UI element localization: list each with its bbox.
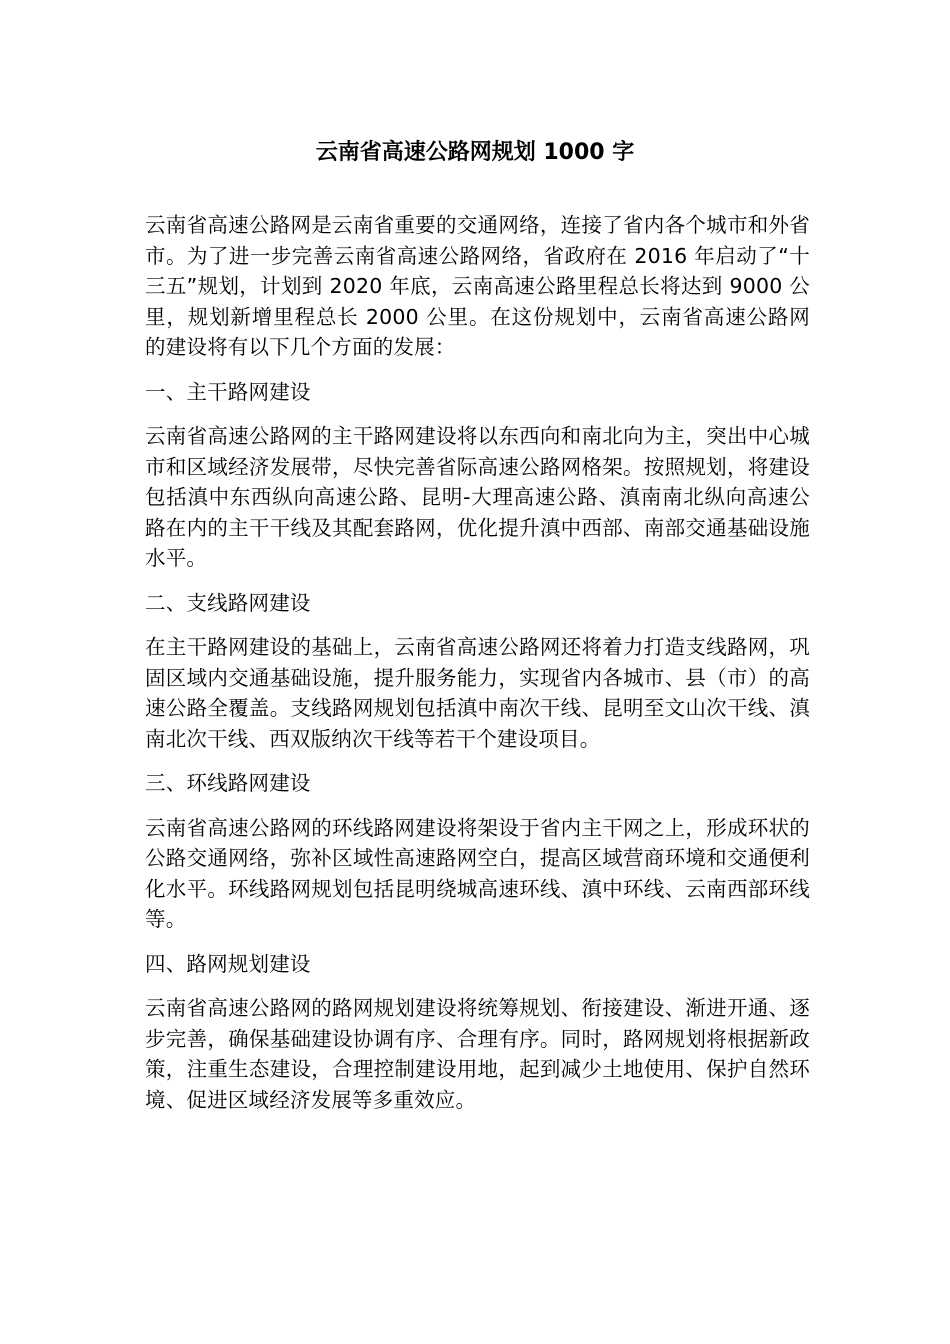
section-paragraph-4: 云南省高速公路网的路网规划建设将统筹规划、衔接建设、渐进开通、逐步完善，确保基础建设协调有序、合理有序。同时，路网规划将根据新政策，注重生态建设，合理控制建设用地，起到减少土地使用、保护自然环境、促进区域经济发展等多重效应。 (145, 996, 810, 1112)
section-heading-2: 二、支线路网建设 (145, 590, 311, 615)
section-heading-3: 三、环线路网建设 (145, 771, 311, 795)
document-title: 云南省高速公路网规划 1000 字 (315, 140, 635, 165)
section-paragraph-2: 在主干路网建设的基础上，云南省高速公路网还将着力打造支线路网，巩固区域内交通基础设施，提升服务能力，实现省内各城市、县（市）的高速公路全覆盖。支线路网规划包括滇中南次干线、昆明至文山次干线、滇南北次干线、西双版纳次干线等若干个建设项目。 (145, 635, 810, 751)
section-heading-4: 四、路网规划建设 (145, 951, 311, 976)
section-heading-1: 一、主干路网建设 (145, 379, 311, 404)
section-paragraph-1: 云南省高速公路网的主干路网建设将以东西向和南北向为主，突出中心城市和区域经济发展带，尽快完善省际高速公路网格架。按照规划，将建设包括滇中东西纵向高速公路、昆明-大理高速公路、滇南南北纵向高速公路在内的主干干线及其配套路网，优化提升滇中西部、南部交通基础设施水平。 (145, 424, 810, 570)
intro-paragraph: 云南省高速公路网是云南省重要的交通网络，连接了省内各个城市和外省市。为了进一步完善云南省高速公路网络，省政府在 2016 年启动了“十三五”规划，计划到 2020 年底，云南高速公路里程总长将达到 9000 公里，规划新增里程总长 2000 公里。在这份规划中，云南省高速公路网的建设将有以下几个方面的发展： (145, 213, 810, 359)
document-body (145, 210, 810, 1129)
section-paragraph-3: 云南省高速公路网的环线路网建设将架设于省内主干网之上，形成环状的公路交通网络，弥补区域性高速路网空白，提高区域营商环境和交通便利化水平。环线路网规划包括昆明绕城高速环线、滇中环线、云南西部环线等。 (145, 815, 810, 931)
